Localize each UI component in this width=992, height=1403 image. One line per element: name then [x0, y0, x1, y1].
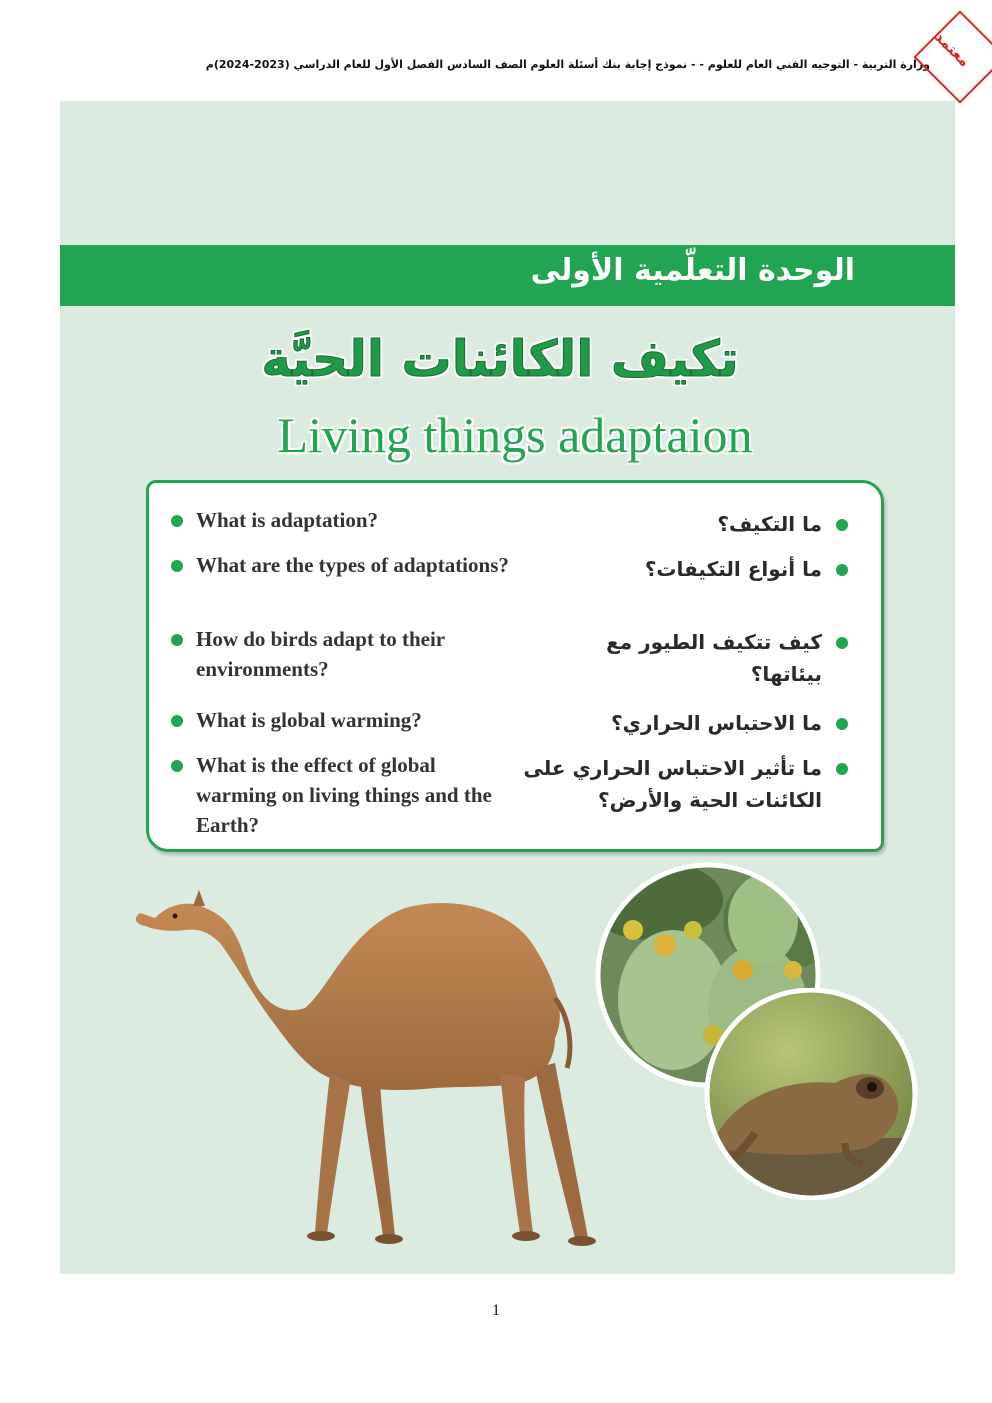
bullet-icon	[836, 637, 848, 649]
bullet-icon	[836, 564, 848, 576]
frog-image	[695, 988, 927, 1200]
bullet-icon	[171, 560, 183, 572]
page-number: 1	[492, 1302, 500, 1319]
question-ar-4: ما الاحتباس الحراري؟	[532, 707, 852, 739]
camel-image	[115, 888, 675, 1258]
bullet-icon	[836, 718, 848, 730]
unit-banner	[60, 245, 955, 306]
question-ar-3: كيف تتكيف الطيور مع بيئاتها؟	[572, 626, 852, 690]
unit-title-english: Living things adaptaion	[277, 407, 753, 463]
unit-title: الوحدة التعلّمية الأولى	[530, 253, 855, 288]
bullet-icon	[836, 519, 848, 531]
stamp-text: معتمد	[930, 27, 974, 71]
question-ar-2: ما أنواع التكيفات؟	[532, 553, 852, 585]
bullet-icon	[171, 634, 183, 646]
unit-title-arabic: تكيف الكائنات الحيَّة	[261, 330, 739, 388]
question-en-4: What is global warming?	[168, 705, 513, 735]
question-en-3: How do birds adapt to their environments?	[168, 624, 513, 684]
approval-stamp	[907, 0, 992, 115]
bullet-icon	[836, 763, 848, 775]
bullet-icon	[171, 760, 183, 772]
document-header: وزارة التربية - التوجيه الفني العام للعلوم - - نموذج إجابة بنك أسئلة العلوم الصف السادس الفصل الأول للعام الدراسي (2023-2024)م	[205, 58, 930, 71]
question-en-5: What is the effect of global warming on living things and the Earth?	[168, 750, 513, 840]
question-en-1: What is adaptation?	[168, 505, 513, 535]
question-en-2: What are the types of adaptations?	[168, 550, 513, 580]
bullet-icon	[171, 715, 183, 727]
question-ar-5: ما تأثير الاحتباس الحراري على الكائنات الحية والأرض؟	[522, 752, 852, 816]
bullet-icon	[171, 515, 183, 527]
question-ar-1: ما التكيف؟	[532, 508, 852, 540]
